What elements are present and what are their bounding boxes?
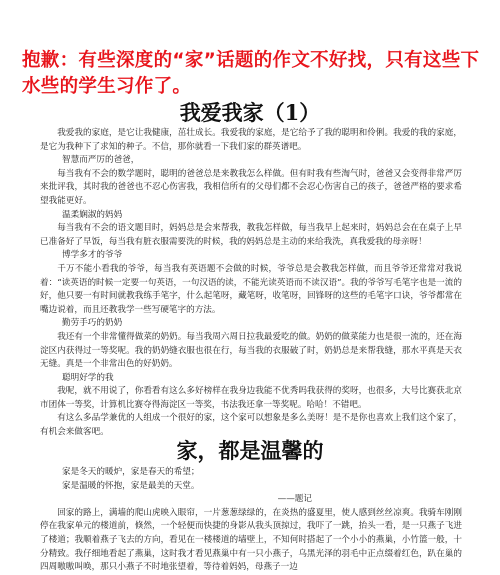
essay2-title: 家，都是温馨的 [176,438,324,463]
essay1-mom-paragraph: 每当我有不会的语文题目时，妈妈总是会来帮我，教我怎样做，每当我早上起来时，妈妈总会在在桌子上早已准备好了早饭，每当我有脏衣服需要洗的时候，我的妈妈总是主动的来给我洗，真我爱我的母亲呀！ [40,223,462,247]
essay1-title: 我爱我家（1） [179,100,321,125]
essay1-subheading-grandpa: 博学多才的爷爷 [62,250,123,261]
essay1-closing-paragraph: 有这么多品学兼优的人组成一个很好的家，这个家可以想象是多么美呀！是不是你也喜欢上我们这个家了，有机会来做客吧。 [40,413,462,438]
essay2-paragraph: 回家的路上，满墙的爬山虎映入眼帘，一片葱葱绿绿的，在炎热的盛夏里，使人感到丝丝凉爽。我骑车刚刚停在我家单元的楼道前，倏然，一个轻便而快捷的身影从我头顶掠过，我吓了一跳，抬头一看，是一只燕子飞进了楼道；我顺着燕子飞去的方向，看见在一楼楼道的墙壁上，不知何时搭起了一个小小的燕巢，小竹篮一般，十分精致。我仔细地看起了燕巢，这时我才看见燕巢中有一只小燕子，乌黑光泽的羽毛中正点缀着红色，趴在巢的四周嗷嗷叫唤，那只小燕子不时地张望着，等待着妈妈，母燕子一边 [40,507,462,573]
essay1-me-paragraph: 我呢，就不用说了，你看看有这么多好榜样在我身边我能不优秀吗我获得的奖呀，也很多，大号比赛获北京市团体一等奖，计算机比赛夺得海淀区一等奖，书法我还拿一等奖呢。哈哈！不错吧。 [40,386,462,410]
essay1-subheading-grandma: 勤劳手巧的奶奶 [62,318,123,329]
essay1-subheading-dad: 智慧而严厉的爸爸， [62,155,140,166]
essay2-body [40,466,462,575]
essay1-body [40,127,462,440]
essay2-epigraph-line: 家是温暖的怀抱，家是最美的天堂。 [62,480,200,491]
essay2-epigraph-label: ——题记 [277,494,312,505]
essay1-subheading-mom: 温柔娴淑的妈妈 [62,209,123,220]
essay1-grandma-paragraph: 我还有一个非常懂得做菜的奶奶。每当我周六周日拉我最爱吃的做。奶奶的做菜能力也是很一流的，还在海淀区内获得过一等奖呢。我的奶奶缝衣服也很在行，每当我的衣服破了时，奶奶总是来帮我缝，那水平真是天衣无缝。真是一个非常出色的好奶奶。 [40,331,462,370]
essay1-intro-paragraph: 我爱我的家庭，是它让我健康，茁壮成长。我爱我的家庭，是它给予了我的聪明和伶俐。我爱的我的家庭，是它为我种下了求知的种子。不信，那你就看一下我们家的群英谱吧。 [40,128,462,152]
essay2-epigraph-line: 家是冬天的暖炉，家是春天的希望； [62,467,200,477]
essay1-dad-paragraph: 每当我有不会的数学题时，聪明的爸爸总是来教我怎么样做。但有时我有些淘气时，爸爸又会变得非常严厉来批评我，其时我的爸爸也不忍心伤害我，我相信所有的父母们都不会忍心伤害自己的孩子，爸爸严格的要求希望我能更好。 [40,168,462,206]
essay1-subheading-me: 聪明好学的我 [62,372,114,383]
essay1-grandpa-paragraph: 千万不能小看我的爷爷，每当我有英语题不会做的时候，爷爷总是会教我怎样做，而且爷爷还常常对我说着：“读英语的时候一定要一句英语，一句汉语的读，不能光读英语而不读汉语”。我的爷爷写毛笔字也是一流的好，他只要一有时间就教我练手笔字，什么起笔呀，藏笔呀，收笔呀，回锋呀的这些的毛笔字口诀，爷爷都常在嘴边说着，而且还教我学一些写硬笔字的方法。 [40,263,462,315]
apology-note: 抱歉：有些深度的“家”话题的作文不好找，只有这些下水些的学生习作了。 [22,50,480,97]
